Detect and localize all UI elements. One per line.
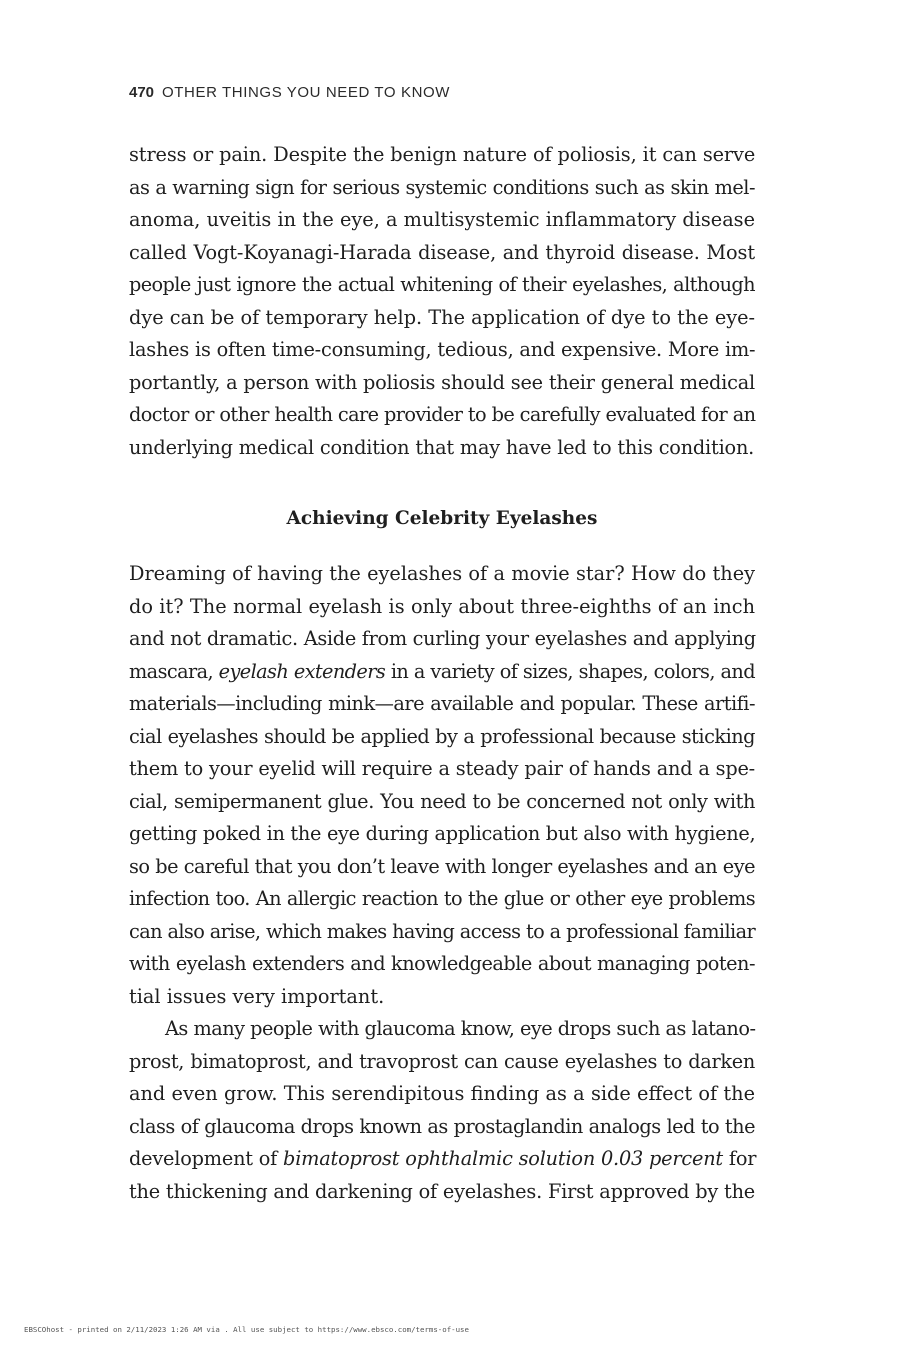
text-line: do it? The normal eyelash is only about three-eighths of an inch (129, 594, 755, 618)
section-heading: Achieving Celebrity Eyelashes (286, 508, 598, 529)
paragraph-poliosis (129, 139, 755, 464)
page-number: 470 (129, 84, 155, 101)
text-line: cial, semipermanent glue. You need to be concerned not only with (129, 789, 755, 813)
text-line: tial issues very important. (129, 984, 385, 1008)
text-run: development of (129, 1147, 284, 1170)
text-line: As many people with glaucoma know, eye drops such as latano- (165, 1017, 756, 1040)
text-line: them to your eyelid will require a steady pair of hands and a spe- (129, 757, 755, 780)
text-line-mixed (129, 1143, 755, 1176)
text-line: so be careful that you don’t leave with longer eyelashes and an eye (129, 854, 755, 878)
text-line: lashes is often time-consuming, tedious, and expensive. More im- (129, 338, 756, 361)
text-line: the thickening and darkening of eyelashes. First approved by the (129, 1179, 755, 1203)
text-line: doctor or other health care provider to be carefully evaluated for an (129, 403, 756, 426)
text-line: with eyelash extenders and knowledgeable about managing poten- (129, 952, 755, 975)
text-line: stress or pain. Despite the benign nature of poliosis, it can serve (129, 143, 756, 166)
italic-term: bimatoprost ophthalmic solution 0.03 percent (283, 1147, 723, 1170)
text-run: for (722, 1147, 757, 1170)
text-run: in a variety of sizes, shapes, colors, and (385, 659, 755, 683)
text-line: class of glaucoma drops known as prostaglandin analogs led to the (129, 1114, 755, 1138)
text-line: getting poked in the eye during application but also with hygiene, (129, 822, 756, 845)
running-title: OTHER THINGS YOU NEED TO KNOW (162, 84, 451, 101)
text-line: infection too. An allergic reaction to the glue or other eye problems (129, 887, 755, 910)
text-run: mascara, (129, 659, 219, 683)
text-line: prost, bimatoprost, and travoprost can cause eyelashes to darken (129, 1049, 755, 1073)
text-line: people just ignore the actual whitening of their eyelashes, although (129, 273, 755, 296)
text-line: dye can be of temporary help. The application of dye to the eye- (129, 305, 756, 329)
text-line: materials—including mink—are available and popular. These artifi- (129, 692, 755, 715)
text-line: anoma, uveitis in the eye, a multisystemic inflammatory disease (129, 208, 755, 231)
text-line: and even grow. This serendipitous finding as a side effect of the (129, 1082, 755, 1105)
text-line: cial eyelashes should be applied by a professional because sticking (129, 724, 755, 748)
text-line-mixed (129, 656, 755, 689)
italic-term: eyelash extenders (218, 659, 386, 683)
text-line: can also arise, which makes having access to a professional familiar (129, 919, 756, 943)
section-body (129, 558, 755, 1208)
print-footer: EBSCOhost - printed on 2/11/2023 1:26 AM via . All use subject to https://www.ebsco.com/terms-of-use (24, 1325, 469, 1334)
text-line: underlying medical condition that may have led to this condition. (129, 435, 755, 459)
text-line: as a warning sign for serious systemic conditions such as skin mel- (129, 175, 755, 199)
running-head (129, 84, 450, 101)
text-line: and not dramatic. Aside from curling your eyelashes and applying (129, 627, 756, 650)
text-line: portantly, a person with poliosis should see their general medical (129, 370, 755, 394)
text-line: Dreaming of having the eyelashes of a movie star? How do they (129, 562, 755, 585)
text-line: called Vogt-Koyanagi-Harada disease, and thyroid disease. Most (129, 240, 755, 264)
